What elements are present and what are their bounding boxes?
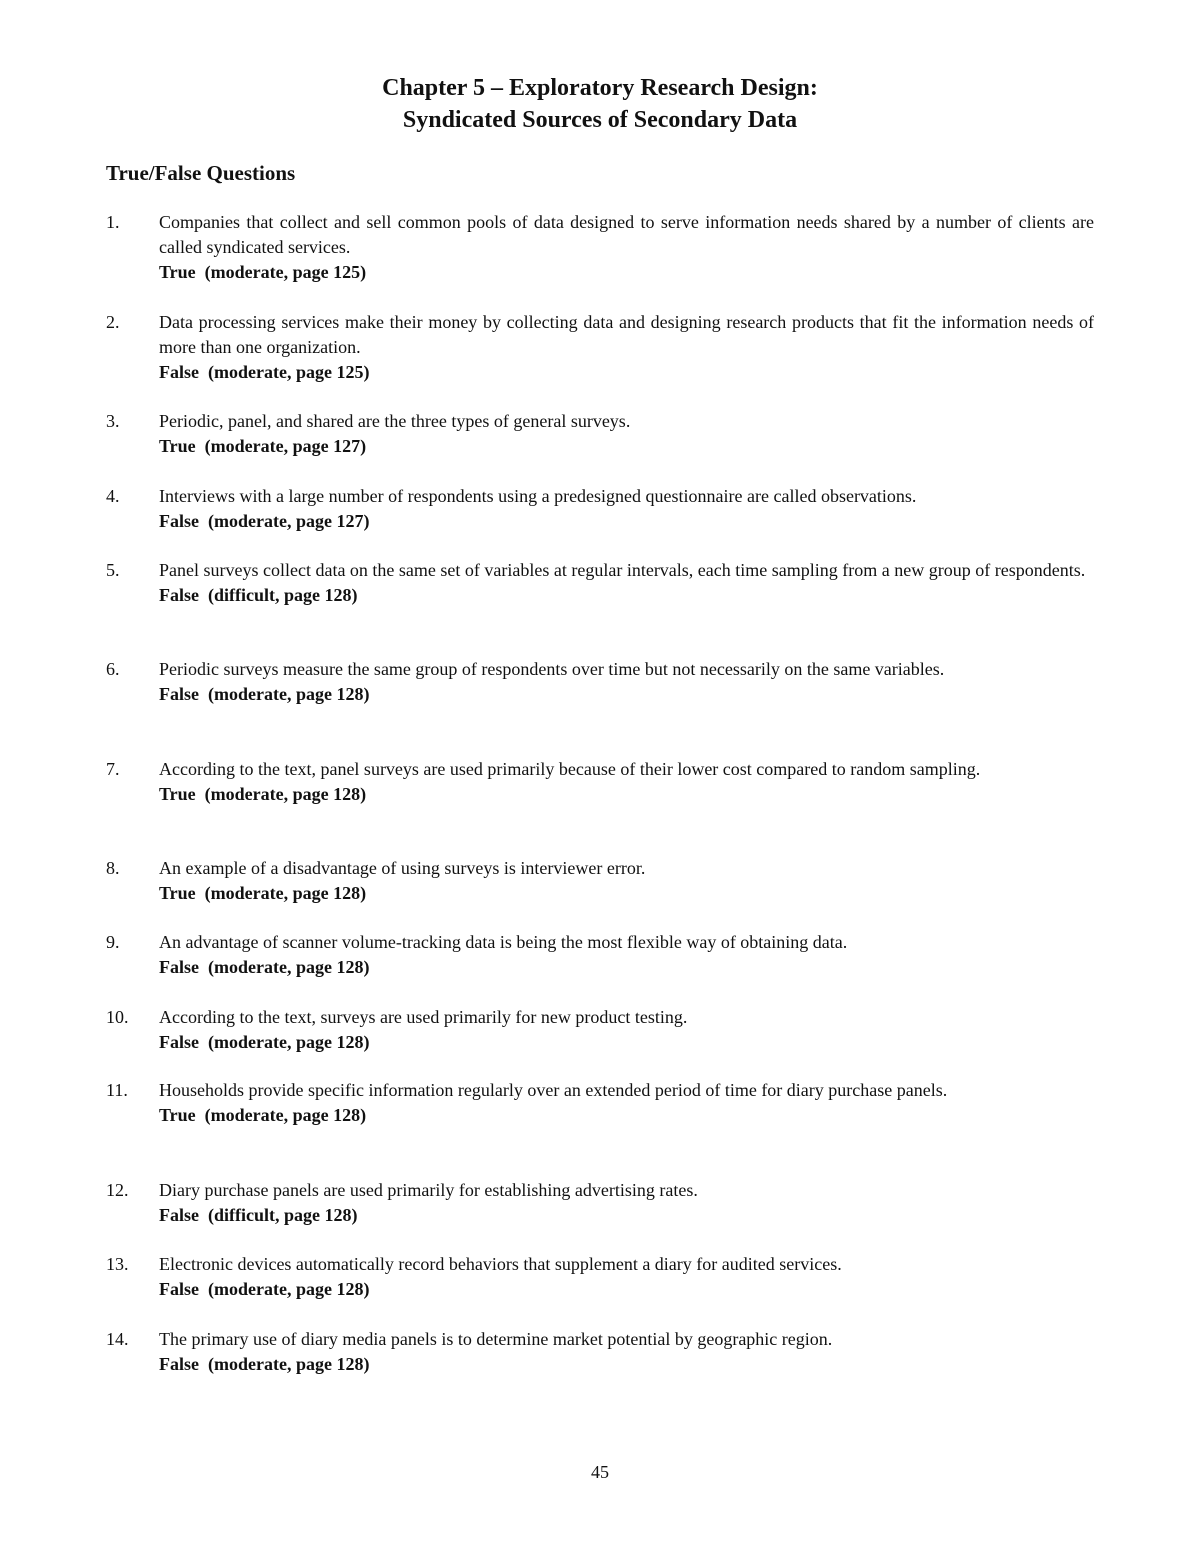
question-item: [106, 310, 1094, 385]
question-text: Data processing services make their money by collecting data and designing research products that fit the information needs of more than one organization.: [159, 312, 1094, 357]
page-number: 45: [591, 1462, 609, 1482]
question-number: 3.: [106, 411, 120, 431]
question-item: [106, 484, 1094, 534]
question-number: 11.: [106, 1080, 128, 1100]
question-text: The primary use of diary media panels is to determine market potential by geographic region.: [159, 1329, 833, 1349]
question-number: 2.: [106, 312, 120, 332]
question-number: 7.: [106, 759, 120, 779]
question-number: 9.: [106, 932, 120, 952]
question-answer: True (moderate, page 128): [159, 1105, 367, 1125]
question-number: 4.: [106, 486, 120, 506]
question-answer: False (moderate, page 128): [159, 684, 370, 704]
question-text: Companies that collect and sell common pools of data designed to serve information needs shared by a number of clients are called syndicated services.: [159, 212, 1094, 257]
question-item: [106, 210, 1094, 285]
question-text: Periodic surveys measure the same group of respondents over time but not necessarily on the same variables.: [159, 659, 945, 679]
section-heading: True/False Questions: [106, 161, 296, 185]
question-answer: True (moderate, page 128): [159, 883, 367, 903]
chapter-subtitle: Syndicated Sources of Secondary Data: [402, 107, 798, 133]
question-number: 14.: [106, 1329, 129, 1349]
question-text: Electronic devices automatically record behaviors that supplement a diary for audited services.: [159, 1254, 842, 1274]
question-text: Diary purchase panels are used primarily for establishing advertising rates.: [159, 1180, 698, 1200]
chapter-title: Chapter 5 – Exploratory Research Design:: [382, 75, 818, 101]
question-answer: False (difficult, page 128): [159, 1205, 358, 1225]
question-number: 10.: [106, 1007, 129, 1027]
question-number: 1.: [106, 212, 120, 232]
question-answer: False (moderate, page 128): [159, 1279, 370, 1299]
question-answer: False (moderate, page 128): [159, 1354, 370, 1374]
question-item: [106, 1327, 1094, 1377]
question-item: [106, 757, 1094, 807]
question-text: An example of a disadvantage of using surveys is interviewer error.: [159, 858, 646, 878]
question-item: [106, 1078, 1094, 1128]
question-item: [106, 1005, 1094, 1055]
question-text: An advantage of scanner volume-tracking data is being the most flexible way of obtaining data.: [159, 932, 848, 952]
question-item: [106, 409, 1094, 459]
question-item: [106, 1178, 1094, 1228]
question-text: According to the text, panel surveys are used primarily because of their lower cost compared to random sampling.: [159, 759, 981, 779]
question-answer: True (moderate, page 127): [159, 436, 367, 456]
question-text: Periodic, panel, and shared are the three types of general surveys.: [159, 411, 631, 431]
question-item: [106, 657, 1094, 707]
question-number: 8.: [106, 858, 120, 878]
question-number: 13.: [106, 1254, 129, 1274]
question-text: Panel surveys collect data on the same set of variables at regular intervals, each time sampling from a new group of respondents.: [159, 560, 1086, 580]
question-answer: False (moderate, page 127): [159, 511, 370, 531]
question-item: [106, 1252, 1094, 1302]
question-answer: True (moderate, page 125): [159, 262, 367, 282]
question-item: [106, 930, 1094, 980]
question-text: According to the text, surveys are used primarily for new product testing.: [159, 1007, 688, 1027]
question-item: [106, 558, 1094, 608]
question-text: Interviews with a large number of respondents using a predesigned questionnaire are called observations.: [159, 486, 917, 506]
question-answer: True (moderate, page 128): [159, 784, 367, 804]
question-answer: False (moderate, page 128): [159, 1032, 370, 1052]
question-number: 5.: [106, 560, 120, 580]
question-answer: False (moderate, page 125): [159, 362, 370, 382]
question-text: Households provide specific information regularly over an extended period of time for diary purchase panels.: [159, 1080, 948, 1100]
question-number: 12.: [106, 1180, 129, 1200]
question-answer: False (difficult, page 128): [159, 585, 358, 605]
question-answer: False (moderate, page 128): [159, 957, 370, 977]
question-item: [106, 856, 1094, 906]
question-number: 6.: [106, 659, 120, 679]
